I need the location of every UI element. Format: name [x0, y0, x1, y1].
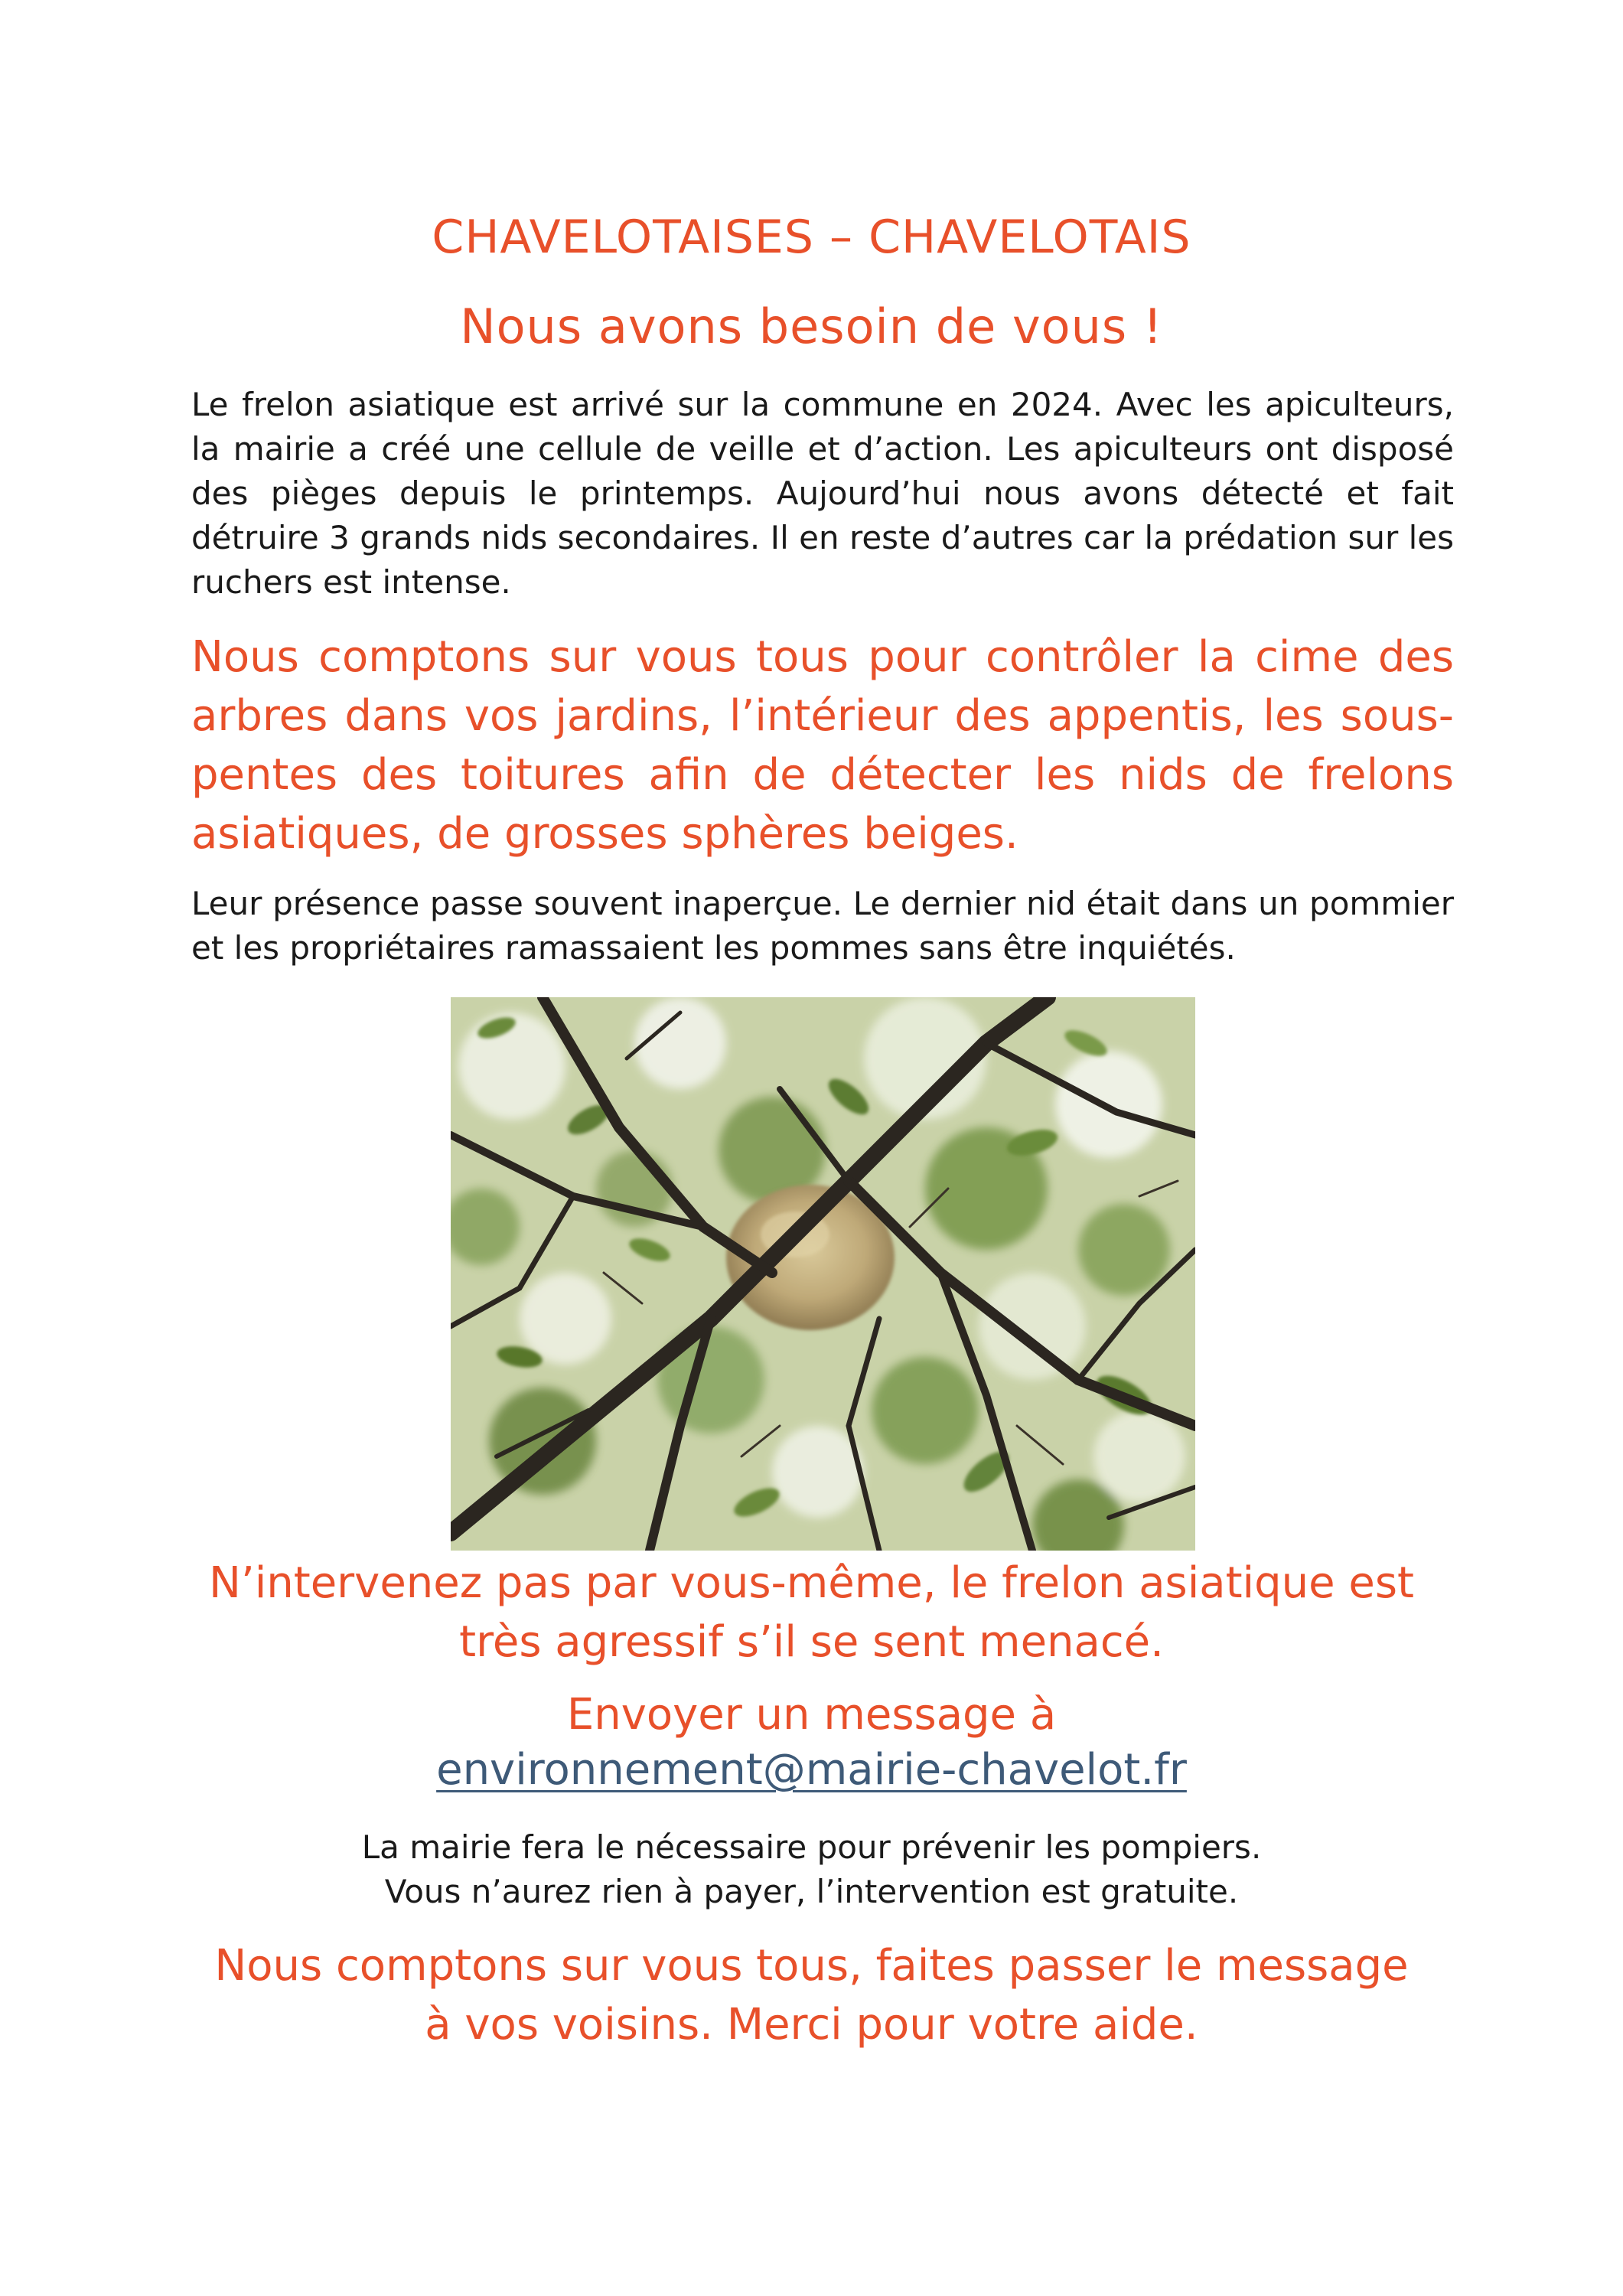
warning-line-1: N’intervenez pas par vous-même, le frelon asiatique est [209, 1558, 1414, 1608]
info-block [153, 1825, 1470, 1914]
hornet-nest-in-tree-photo-icon [451, 997, 1195, 1551]
page-subtitle: Nous avons besoin de vous ! [460, 298, 1163, 354]
hornet-nest-photo [451, 997, 1195, 1551]
page-title: CHAVELOTAISES – CHAVELOTAIS [432, 210, 1191, 264]
closing-line-1: Nous comptons sur vous tous, faites passer le message [214, 1941, 1409, 1991]
contact-block [153, 1688, 1470, 1798]
intro-paragraph: Le frelon asiatique est arrivé sur la commune en 2024. Avec les apiculteurs, la mairie a créé une cellule de veille et d’action. Les apiculteurs ont disposé des pièges depuis le printemps. Aujourd’hui nous avons détecté et fait détruire 3 grands nids secondaires. Il en reste d’autres car la prédation sur les ruchers est intense. [191, 386, 1454, 601]
contact-label: Envoyer un message à [566, 1690, 1057, 1740]
closing-block [153, 1936, 1470, 2054]
info-line-1: La mairie fera le nécessaire pour prévenir les pompiers. [361, 1828, 1262, 1866]
presence-paragraph: Leur présence passe souvent inaperçue. Le dernier nid était dans un pommier et les propriétaires ramassaient les pommes sans être inquiétés. [191, 885, 1454, 967]
email-link[interactable]: environnement@mairie-chavelot.fr [436, 1745, 1187, 1795]
closing-line-2: à vos voisins. Merci pour votre aide. [425, 2000, 1198, 2050]
call-to-action-paragraph: Nous comptons sur vous tous pour contrôler la cime des arbres dans vos jardins, l’intérieur des appentis, les sous-pentes des toitures afin de détecter les nids de frelons asiatiques, de grosses sphères beiges. [191, 632, 1454, 859]
warning-block [153, 1554, 1470, 1671]
warning-line-2: très agressif s’il se sent menacé. [459, 1617, 1164, 1667]
info-line-2: Vous n’aurez rien à payer, l’intervention est gratuite. [384, 1873, 1239, 1910]
